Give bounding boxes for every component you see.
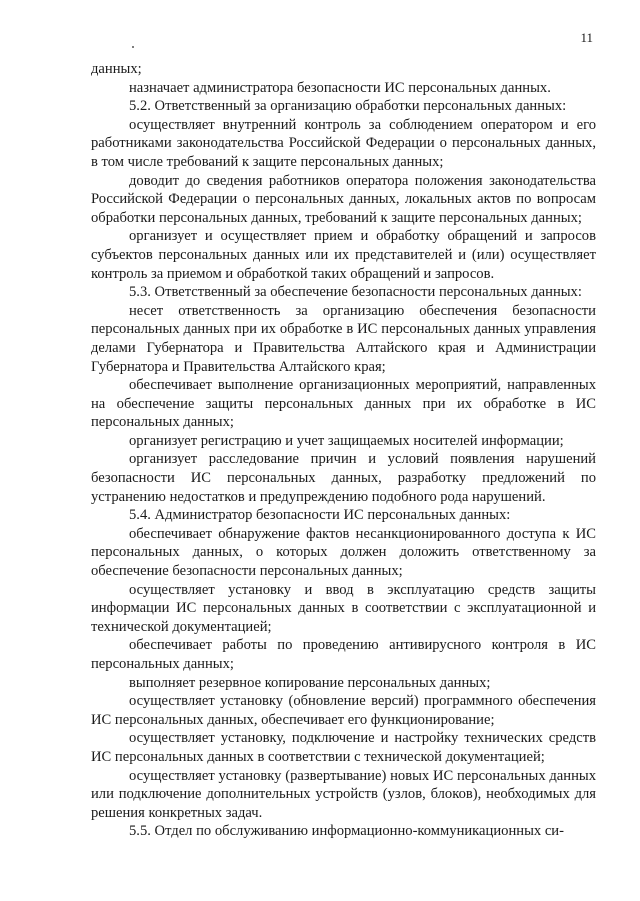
section-heading-5-2: 5.2. Ответственный за организацию обработки персональных данных:	[129, 98, 567, 115]
scan-speck	[132, 46, 134, 48]
paragraph: выполняет резервное копирование персональных данных;	[129, 674, 491, 691]
page-number: 11	[580, 30, 593, 45]
paragraph: несет ответственность за организацию обеспечения безопасности персональных данных при их обработке в ИС персональных данных управления делами Губернатора и Правительства Алтайского края и Администрации Губернатора и Правительства Алтайского края;	[91, 302, 596, 375]
paragraph: организует регистрацию и учет защищаемых носителей информации;	[129, 432, 564, 449]
paragraph: назначает администратора безопасности ИС персональных данных.	[129, 79, 551, 96]
paragraph: осуществляет внутренний контроль за соблюдением оператором и его работниками законодательства Российской Федерации о персональных данных, в том числе требований к защите персональных данных;	[91, 116, 596, 170]
section-heading-5-4: 5.4. Администратор безопасности ИС персональных данных:	[129, 507, 511, 524]
paragraph: осуществляет установку, подключение и настройку технических средств ИС персональных данных в соответствии с технической документацией;	[91, 730, 596, 765]
paragraph: организует расследование причин и условий появления нарушений безопасности ИС персональных данных, разработку предложений по устранению недостатков и предупреждению подобного рода нарушений.	[91, 451, 596, 505]
paragraph-continuation: данных;	[91, 61, 142, 77]
paragraph: обеспечивает выполнение организационных мероприятий, направленных на обеспечение защиты персональных данных при их обработке в ИС персональных данных;	[91, 377, 596, 431]
paragraph: организует и осуществляет прием и обработку обращений и запросов субъектов персональных данных или их представителей и (или) осуществляет контроль за приемом и обработкой таких обращений и запросов.	[91, 228, 596, 282]
paragraph: обеспечивает обнаружение фактов несанкционированного доступа к ИС персональных данных, о которых должен доложить ответственному за обеспечение безопасности персональных данных;	[91, 525, 596, 580]
section-heading-5-3: 5.3. Ответственный за обеспечение безопасности персональных данных:	[129, 284, 582, 301]
paragraph: осуществляет установку и ввод в эксплуатацию средств защиты информации ИС персональных данных в соответствии с эксплуатационной и технической документацией;	[91, 581, 596, 635]
paragraph: обеспечивает работы по проведению антивирусного контроля в ИС персональных данных;	[91, 637, 596, 672]
section-heading-5-5: 5.5. Отдел по обслуживанию информационно-коммуникационных си-	[129, 823, 564, 840]
paragraph: доводит до сведения работников оператора положения законодательства Российской Федерации о персональных данных, локальных актов по вопросам обработки персональных данных, требований к защите персональных данных;	[91, 172, 596, 226]
paragraph: осуществляет установку (развертывание) новых ИС персональных данных или подключение дополнительных устройств (узлов, блоков), необходимых для решения конкретных задач.	[91, 767, 596, 821]
paragraph: осуществляет установку (обновление версий) программного обеспечения ИС персональных данных, обеспечивает его функционирование;	[91, 693, 596, 728]
document-body	[91, 60, 596, 841]
